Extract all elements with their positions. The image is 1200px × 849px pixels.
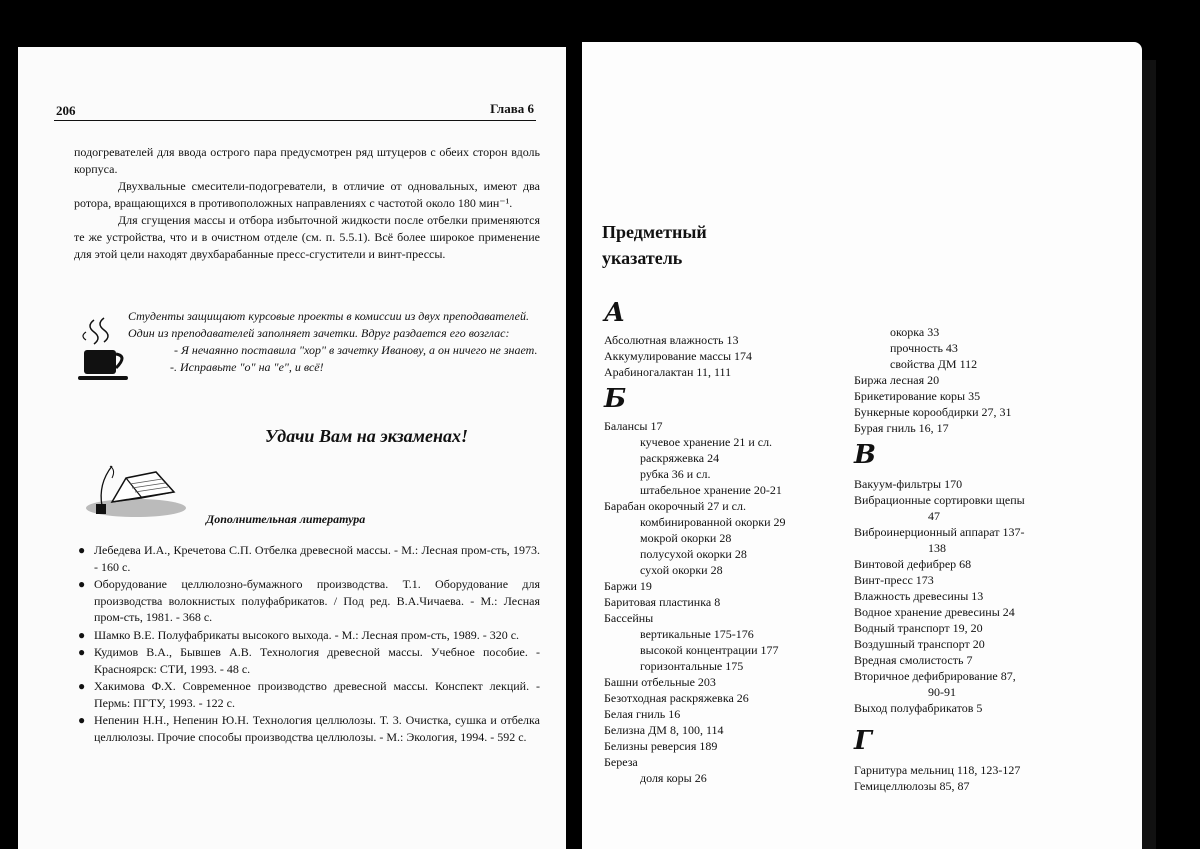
coffee-cup-icon xyxy=(76,316,134,386)
body-text xyxy=(74,144,540,263)
index-entry: Белизна ДМ 8, 100, 114 xyxy=(604,723,724,737)
index-entry: Винтовой дефибрер 68 xyxy=(854,557,972,571)
index-entry: Бункерные корообдирки 27, 31 xyxy=(854,405,1012,419)
paragraph: Для сгущения массы и отбора избыточной жидкости после отбелки применяются те же устройства, что и в очистном отделе (см. п. 5.5.1). Всё более широкое применение для этой цели находят двухбарабанные пресс-сгустители и винт-прессы. xyxy=(74,213,540,261)
index-entry: Гемицеллюлозы 85, 87 xyxy=(854,779,970,793)
reference-text: Хакимова Ф.Х. Современное производство древесной массы. Конспект лекций. - Пермь: ПГТУ, 1993. - 122 с. xyxy=(94,679,540,710)
index-entry: Брикетирование коры 35 xyxy=(854,389,981,403)
index-entry: Вакуум-фильтры 170 xyxy=(854,477,963,491)
index-entry: Арабиногалактан 11, 111 xyxy=(604,365,732,379)
paragraph: Двухвальные смесители-подогреватели, в отличие от одновальных, имеют два ротора, вращающихся в противоположных направлениях с частотой около 180 мин⁻¹. xyxy=(74,179,540,210)
index-entry: Безотходная раскряжевка 26 xyxy=(604,691,749,705)
index-col2-g xyxy=(854,762,1020,794)
reference-text: Кудимов В.А., Бывшев А.В. Технология древесной массы. Учебное пособие. - Красноярск: СТИ, 1993. - 48 с. xyxy=(94,645,540,676)
index-title xyxy=(602,219,802,271)
index-col1-a xyxy=(604,332,752,380)
page-header xyxy=(54,100,536,121)
index-entry: комбинированной окорки 29 xyxy=(640,515,786,529)
books-quill-icon xyxy=(82,458,190,518)
index-title-line: указатель xyxy=(602,248,683,268)
joke-text xyxy=(128,308,540,376)
bullet-icon: ● xyxy=(78,577,86,591)
reference-text: Непенин Н.Н., Непенин Ю.Н. Технология целлюлозы. Т. 3. Очистка, сушка и отбелка целлюлозы. Прочие способы производства целлюлозы. - М.: Экология, 1994. - 592 с. xyxy=(94,713,540,744)
reference-text: Оборудование целлюлозно-бумажного производства. Т.1. Оборудование для производства волокнистых полуфабрикатов. / Под ред. В.А.Чичаева. - М.: Лесная пром-сть, 1981. - 368 с. xyxy=(94,577,540,624)
index-entry: окорка 33 xyxy=(890,325,940,339)
reference-text: Лебедева И.А., Кречетова С.П. Отбелка древесной массы. - М.: Лесная пром-сть, 1973. - 160 с. xyxy=(94,543,540,574)
index-col1-b xyxy=(604,418,786,786)
index-entry: Влажность древесины 13 xyxy=(854,589,984,603)
bullet-icon: ● xyxy=(78,713,86,727)
index-entry: штабельное хранение 20-21 xyxy=(640,483,782,497)
list-item xyxy=(74,678,540,711)
list-item xyxy=(74,576,540,626)
literature-heading: Дополнительная литература xyxy=(206,512,366,526)
index-entry: Белизны реверсия 189 xyxy=(604,739,718,753)
index-letter-v: В xyxy=(854,440,876,470)
index-entry: Баржи 19 xyxy=(604,579,652,593)
index-entry: Абсолютная влажность 13 xyxy=(604,333,739,347)
index-letter-a: А xyxy=(604,298,626,328)
paragraph: подогревателей для ввода острого пара предусмотрен ряд штуцеров с обеих сторон вдоль корпуса. xyxy=(74,145,540,176)
index-col2-v xyxy=(854,476,1025,716)
index-entry: Башни отбельные 203 xyxy=(604,675,716,689)
index-entry: 90-91 xyxy=(928,685,956,699)
joke-line: -. Исправьте "о" на "е", и всё! xyxy=(170,360,324,374)
index-entry: сухой окорки 28 xyxy=(640,563,723,577)
index-entry: высокой концентрации 177 xyxy=(640,643,779,657)
index-entry: вертикальные 175-176 xyxy=(640,627,754,641)
list-item xyxy=(74,712,540,745)
index-entry: Водное хранение древесины 24 xyxy=(854,605,1015,619)
index-entry: Баритовая пластинка 8 xyxy=(604,595,721,609)
reference-list xyxy=(74,542,540,746)
index-entry: горизонтальные 175 xyxy=(640,659,744,673)
index-entry: Балансы 17 xyxy=(604,419,663,433)
index-entry: Виброинерционный аппарат 137- xyxy=(854,525,1025,539)
reference-text: Шамко В.Е. Полуфабрикаты высокого выхода. - М.: Лесная пром-сть, 1989. - 320 с. xyxy=(94,627,520,642)
index-entry: 138 xyxy=(928,541,946,555)
index-entry: Аккумулирование массы 174 xyxy=(604,349,753,363)
index-entry: рубка 36 и сл. xyxy=(640,467,711,481)
index-entry: Береза xyxy=(604,755,638,769)
list-item xyxy=(74,627,540,644)
bullet-icon: ● xyxy=(78,543,86,557)
index-title-line: Предметный xyxy=(602,222,707,242)
index-entry: мокрой окорки 28 xyxy=(640,531,732,545)
index-entry: свойства ДМ 112 xyxy=(890,357,978,371)
index-entry: Винт-пресс 173 xyxy=(854,573,934,587)
index-entry: полусухой окорки 28 xyxy=(640,547,747,561)
good-luck-wish: Удачи Вам на экзаменах! xyxy=(265,426,468,446)
index-col2-b xyxy=(854,324,1012,436)
index-entry: Воздушный транспорт 20 xyxy=(854,637,985,651)
index-entry: Бассейны xyxy=(604,611,654,625)
index-entry: Барабан окорочный 27 и сл. xyxy=(604,499,746,513)
index-entry: кучевое хранение 21 и сл. xyxy=(640,435,773,449)
joke-line: - Я нечаянно поставила "хор" в зачетку Иванову, а он ничего не знает. xyxy=(174,343,538,357)
index-letter-g: Г xyxy=(854,726,872,756)
index-letter-b: Б xyxy=(604,384,627,414)
index-entry: Выход полуфабрикатов 5 xyxy=(854,701,983,715)
index-entry: Вибрационные сортировки щепы xyxy=(854,493,1025,507)
index-entry: Гарнитура мельниц 118, 123-127 xyxy=(854,763,1021,777)
index-entry: Вредная смолистость 7 xyxy=(854,653,973,667)
index-entry: Водный транспорт 19, 20 xyxy=(854,621,983,635)
index-entry: Вторичное дефибрирование 87, xyxy=(854,669,1016,683)
index-entry: Биржа лесная 20 xyxy=(854,373,940,387)
index-entry: Бурая гниль 16, 17 xyxy=(854,421,949,435)
bullet-icon: ● xyxy=(78,679,86,693)
bullet-icon: ● xyxy=(78,645,86,659)
chapter-title: Глава 6 xyxy=(490,101,534,116)
bullet-icon: ● xyxy=(78,627,86,642)
index-entry: доля коры 26 xyxy=(640,771,707,785)
page-number: 206 xyxy=(56,103,76,118)
index-entry: 47 xyxy=(928,509,940,523)
page-edge-shadow xyxy=(1142,60,1156,849)
list-item xyxy=(74,644,540,677)
index-entry: Белая гниль 16 xyxy=(604,707,681,721)
list-item xyxy=(74,542,540,575)
index-entry: раскряжевка 24 xyxy=(640,451,720,465)
index-entry: прочность 43 xyxy=(890,341,958,355)
joke-line: Студенты защищают курсовые проекты в комиссии из двух преподавателей. Один из преподавателей заполняет зачетки. Вдруг раздается его возглас: xyxy=(128,309,529,340)
